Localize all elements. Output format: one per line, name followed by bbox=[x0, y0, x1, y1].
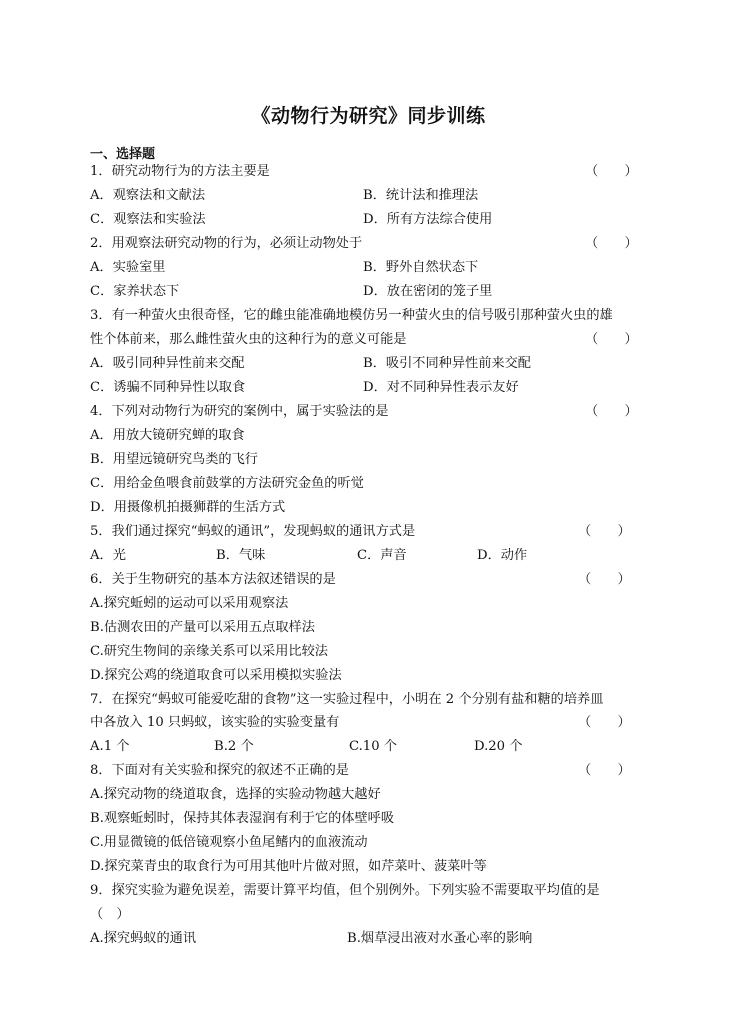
question-8-option-b: B.观察蚯蚓时，保持其体表湿润有利于它的体壁呼吸 bbox=[90, 811, 395, 826]
question-7-option-a: A.1 个 bbox=[90, 739, 130, 754]
question-7-option-b: B.2 个 bbox=[214, 739, 254, 754]
answer-bracket: （ ） bbox=[578, 524, 631, 539]
document-title: 《动物行为研究》同步训练 bbox=[251, 105, 486, 127]
question-7-stem-line-1: 7．在探究“蚂蚁可能爱吃甜的食物”这一实验过程中，小明在 2 个分别有盐和糖的培养皿 bbox=[90, 692, 604, 707]
question-5-option-a: A．光 bbox=[90, 548, 126, 563]
question-6-stem: 6．关于生物研究的基本方法叙述错误的是 bbox=[90, 572, 336, 587]
question-3-stem-line-1: 3．有一种萤火虫很奇怪，它的雌虫能准确地模仿另一种萤火虫的信号吸引那种萤火虫的雄 bbox=[90, 308, 613, 323]
question-7-option-c: C.10 个 bbox=[349, 739, 397, 754]
question-1-option-b: B．统计法和推理法 bbox=[363, 188, 479, 203]
question-4-option-a: A．用放大镜研究蝉的取食 bbox=[90, 428, 245, 443]
question-3-option-b: B．吸引不同种异性前来交配 bbox=[363, 356, 531, 371]
question-9-option-a: A.探究蚂蚁的通讯 bbox=[90, 931, 197, 946]
answer-bracket: （ ） bbox=[578, 572, 631, 587]
question-8-stem: 8．下面对有关实验和探究的叙述不正确的是 bbox=[90, 763, 349, 778]
question-4-option-b: B．用望远镜研究鸟类的飞行 bbox=[90, 452, 258, 467]
answer-bracket: （ ） bbox=[585, 404, 638, 419]
question-6-option-d: D.探究公鸡的绕道取食可以采用模拟实验法 bbox=[90, 668, 342, 683]
question-1-option-a: A．观察法和文献法 bbox=[90, 188, 206, 203]
question-2-option-b: B．野外自然状态下 bbox=[363, 260, 479, 275]
question-6-option-c: C.研究生物间的亲缘关系可以采用比较法 bbox=[90, 644, 328, 659]
question-7-option-d: D.20 个 bbox=[474, 739, 523, 754]
question-2-option-d: D．放在密闭的笼子里 bbox=[363, 284, 493, 299]
answer-bracket: （ ） bbox=[578, 763, 631, 778]
answer-bracket: （ ） bbox=[585, 164, 638, 179]
answer-bracket: （ ） bbox=[585, 236, 638, 251]
question-3-option-d: D．对不同种异性表示友好 bbox=[363, 380, 519, 395]
question-5-option-c: C．声音 bbox=[357, 548, 407, 563]
question-3-option-a: A．吸引同种异性前来交配 bbox=[90, 356, 245, 371]
question-9-option-b: B.烟草浸出液对水蚤心率的影响 bbox=[347, 931, 533, 946]
answer-bracket: （ ） bbox=[585, 332, 638, 347]
question-1-option-c: C．观察法和实验法 bbox=[90, 212, 206, 227]
question-4-option-c: C．用给金鱼喂食前鼓掌的方法研究金鱼的听觉 bbox=[90, 476, 364, 491]
question-7-stem-line-2: 中各放入 10 只蚂蚁，该实验的实验变量有 bbox=[90, 715, 340, 730]
question-5-option-b: B．气味 bbox=[216, 548, 266, 563]
question-9-bracket: （ ） bbox=[90, 907, 130, 922]
question-4-stem: 4．下列对动物行为研究的案例中，属于实验法的是 bbox=[90, 404, 389, 419]
question-6-option-a: A.探究蚯蚓的运动可以采用观察法 bbox=[90, 596, 289, 611]
section-heading: 一、选择题 bbox=[90, 147, 156, 162]
question-3-stem-line-2: 性个体前来，那么雌性萤火虫的这种行为的意义可能是 bbox=[90, 332, 407, 347]
question-3-option-c: C．诱骗不同种异性以取食 bbox=[90, 380, 246, 395]
question-5-option-d: D．动作 bbox=[477, 548, 528, 563]
question-1-stem: 1．研究动物行为的方法主要是 bbox=[90, 164, 270, 179]
question-9-stem-line-1: 9．探究实验为避免误差，需要计算平均值，但个别例外。下列实验不需要取平均值的是 bbox=[90, 883, 600, 898]
question-2-option-c: C．家养状态下 bbox=[90, 284, 180, 299]
question-2-stem: 2．用观察法研究动物的行为，必须让动物处于 bbox=[90, 236, 363, 251]
question-6-option-b: B.估测农田的产量可以采用五点取样法 bbox=[90, 620, 315, 635]
question-8-option-a: A.探究动物的绕道取食，选择的实验动物越大越好 bbox=[90, 787, 381, 802]
question-1-option-d: D．所有方法综合使用 bbox=[363, 212, 493, 227]
question-8-option-d: D.探究菜青虫的取食行为可用其他叶片做对照，如芹菜叶、菠菜叶等 bbox=[90, 859, 487, 874]
question-2-option-a: A．实验室里 bbox=[90, 260, 166, 275]
answer-bracket: （ ） bbox=[578, 715, 631, 730]
question-8-option-c: C.用显微镜的低倍镜观察小鱼尾鳍内的血液流动 bbox=[90, 835, 368, 850]
question-5-stem: 5．我们通过探究“蚂蚁的通讯”，发现蚂蚁的通讯方式是 bbox=[90, 524, 416, 539]
question-4-option-d: D．用摄像机拍摄狮群的生活方式 bbox=[90, 500, 286, 515]
